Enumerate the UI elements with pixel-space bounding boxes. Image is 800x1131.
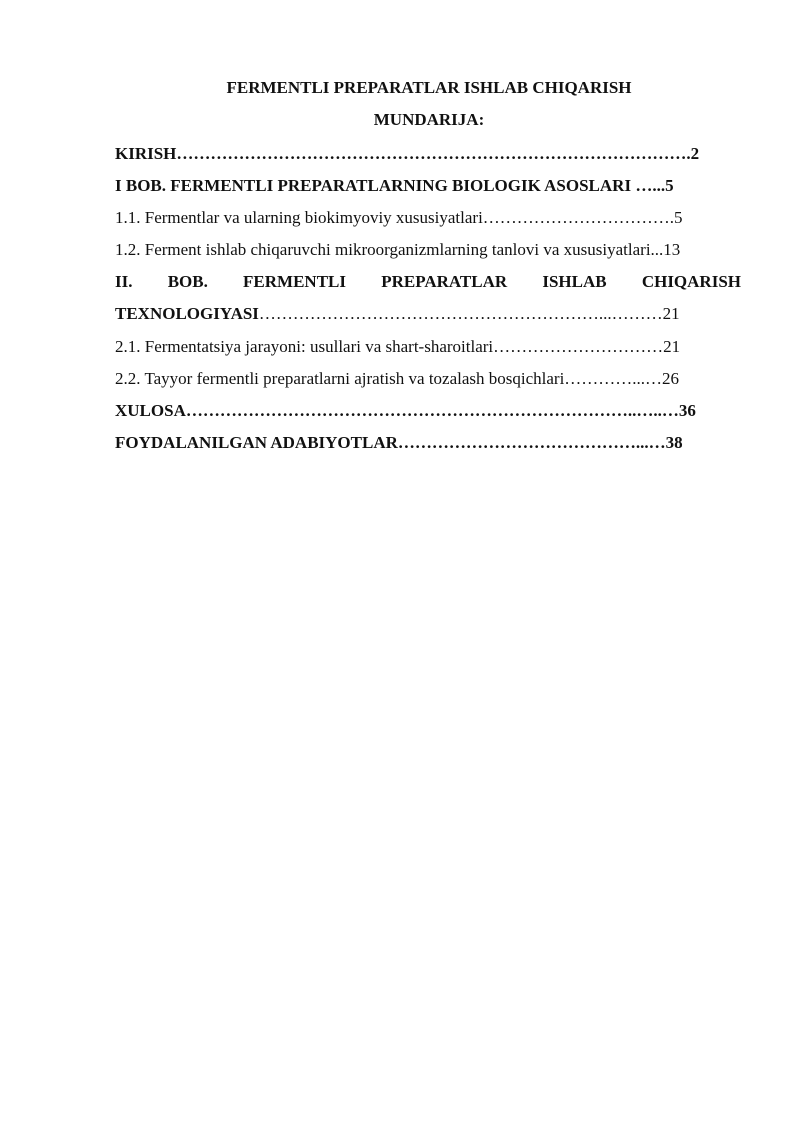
toc-entry-xulosa: XULOSA……………………………………………………………………..…..…36 bbox=[115, 401, 696, 420]
toc-entry-section-1-2: 1.2. Ferment ishlab chiqaruvchi mikroorganizmlarning tanlovi va xususiyatlari...13 bbox=[115, 240, 681, 259]
toc-entry-chapter-2-line-1 bbox=[115, 271, 741, 293]
toc-word: FERMENTLI bbox=[243, 272, 347, 291]
toc-entry-chapter-2-line-2 bbox=[115, 303, 741, 325]
toc-entry-chapter-2-leader: ……………………………………………………...………21 bbox=[258, 304, 680, 323]
toc-entry-chapter-2-name: TEXNOLOGIYASI bbox=[115, 304, 259, 323]
toc-word: CHIQARISH bbox=[641, 272, 741, 291]
toc-entry-section-1-1: 1.1. Fermentlar va ularning biokimyoviy xususiyatlari…………………………….5 bbox=[115, 208, 683, 227]
document-title: FERMENTLI PREPARATLAR ISHLAB CHIQARISH bbox=[226, 78, 632, 97]
toc-entry-section-2-2: 2.2. Tayyor fermentli preparatlarni ajratish va tozalash bosqichlari…………...…26 bbox=[115, 369, 680, 388]
table-of-contents-heading: MUNDARIJA: bbox=[373, 110, 485, 129]
toc-entry-kirish: KIRISH……………………………………………………………………………….2 bbox=[115, 144, 700, 163]
toc-entry-adabiyotlar: FOYDALANILGAN ADABIYOTLAR……………………………………...…38 bbox=[115, 433, 683, 452]
toc-entry-section-2-1: 2.1. Fermentatsiya jarayoni: usullari va shart-sharoitlari…………………………21 bbox=[115, 337, 681, 356]
toc-word: II. bbox=[115, 272, 133, 291]
toc-word: ISHLAB bbox=[542, 272, 607, 291]
toc-word: PREPARATLAR bbox=[381, 272, 508, 291]
toc-word: BOB. bbox=[167, 272, 208, 291]
toc-entry-chapter-1: I BOB. FERMENTLI PREPARATLARNING BIOLOGIK ASOSLARI …...5 bbox=[115, 176, 674, 195]
